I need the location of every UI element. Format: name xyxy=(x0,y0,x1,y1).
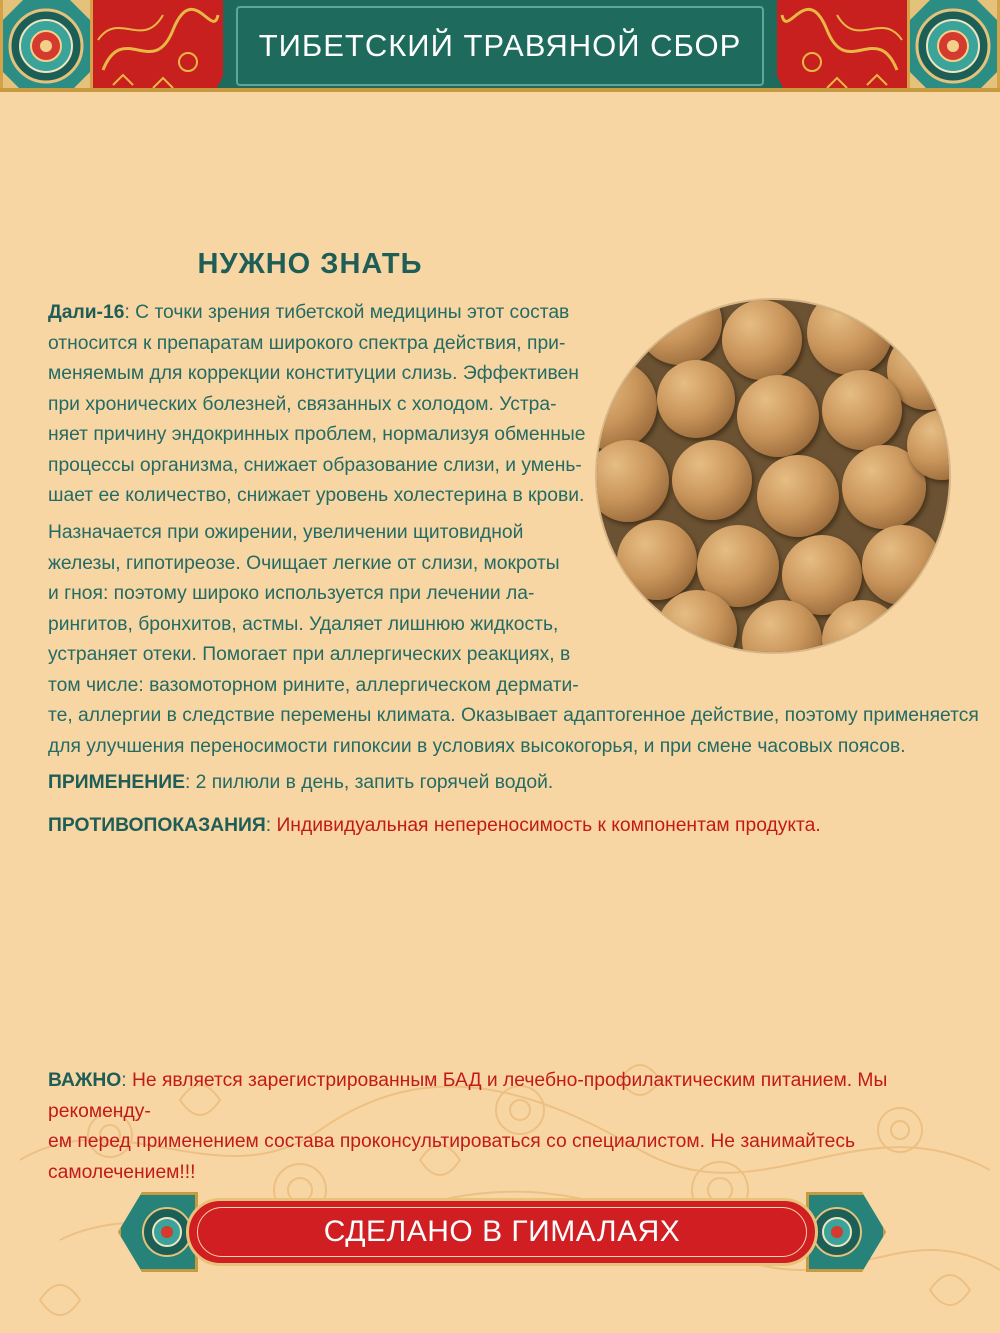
intro-separator: : xyxy=(124,302,136,323)
indications-line-1: Назначается при ожирении, увеличении щитовидной xyxy=(48,522,524,543)
indications-line-4: рингитов, бронхитов, астмы. Удаляет лишнюю жидкость, xyxy=(48,613,559,635)
important-separator: : xyxy=(121,1070,132,1091)
important-text-1: Не является зарегистрированным БАД и лечебно-профилактическим питанием. Мы рекоменду- xyxy=(48,1070,888,1122)
intro-paragraph xyxy=(48,298,585,512)
indications-line-3: и гноя: поэтому широко используется при лечении ла- xyxy=(48,583,535,604)
section-title: НУЖНО ЗНАТЬ xyxy=(197,248,423,280)
indications-line-2: железы, гипотиреозе. Очищает легкие от слизи, мокроты xyxy=(48,552,560,574)
header-divider xyxy=(0,88,1000,92)
intro-line-4: при хронических болезней, связанных с холодом. Устра- xyxy=(48,393,557,415)
intro-line-3: меняемым для коррекции конституции слизь. Эффективен xyxy=(48,363,579,384)
usage-label: ПРИМЕНЕНИЕ xyxy=(48,772,185,793)
important-line-1 xyxy=(48,1066,948,1127)
usage-text: : 2 пилюли в день, запить горячей водой. xyxy=(184,772,554,793)
footer-banner xyxy=(118,1192,886,1272)
indications-line-5: устраняет отеки. Помогает при аллергических реакциях, в xyxy=(48,644,571,665)
intro-label: Дали-16 xyxy=(48,302,125,323)
header-banner xyxy=(0,0,1000,92)
intro-line-5: няет причину эндокринных проблем, нормализуя обменные xyxy=(48,424,586,445)
mandala-ornament-icon xyxy=(806,1192,886,1272)
indications-line-7: те, аллергии в следствие перемены климата. Оказывает адаптогенное действие, поэтому применяется xyxy=(48,705,979,726)
usage-line xyxy=(48,768,553,799)
dragon-ornament-icon xyxy=(93,0,223,92)
pills-photo xyxy=(597,300,949,652)
mandala-ornament-icon xyxy=(907,0,1000,92)
important-line-2: ем перед применением состава проконсультироваться со специалистом. Не занимайтесь самолечением!!! xyxy=(48,1131,856,1183)
intro-line-7: шает ее количество, снижает уровень холестерина в крови. xyxy=(48,485,585,506)
mandala-ornament-icon xyxy=(0,0,93,92)
intro-line-2: относится к препаратам широкого спектра действия, при- xyxy=(48,332,566,354)
contraindications-text: Индивидуальная непереносимость к компонентам продукта. xyxy=(276,815,821,836)
contraindications-line xyxy=(48,811,821,842)
header-title: ТИБЕТСКИЙ ТРАВЯНОЙ СБОР xyxy=(258,28,742,63)
indications-line-6: том числе: вазомоторном рините, аллергическом дермати- xyxy=(48,674,579,696)
footer-text: СДЕЛАНО В ГИМАЛАЯХ xyxy=(323,1215,681,1248)
intro-line-1 xyxy=(48,298,585,329)
dragon-ornament-icon xyxy=(777,0,907,92)
important-label: ВАЖНО xyxy=(48,1070,122,1091)
contraindications-separator: : xyxy=(265,815,277,836)
contraindications-label: ПРОТИВОПОКАЗАНИЯ xyxy=(48,815,266,836)
intro-line-6: процессы организма, снижает образование слизи, и умень- xyxy=(48,454,582,476)
indications-line-8: для улучшения переносимости гипоксии в условиях высокогорья, и при смене часовых поясов. xyxy=(48,735,906,757)
important-notice xyxy=(48,1066,948,1188)
intro-text: С точки зрения тибетской медицины этот состав xyxy=(135,302,570,323)
